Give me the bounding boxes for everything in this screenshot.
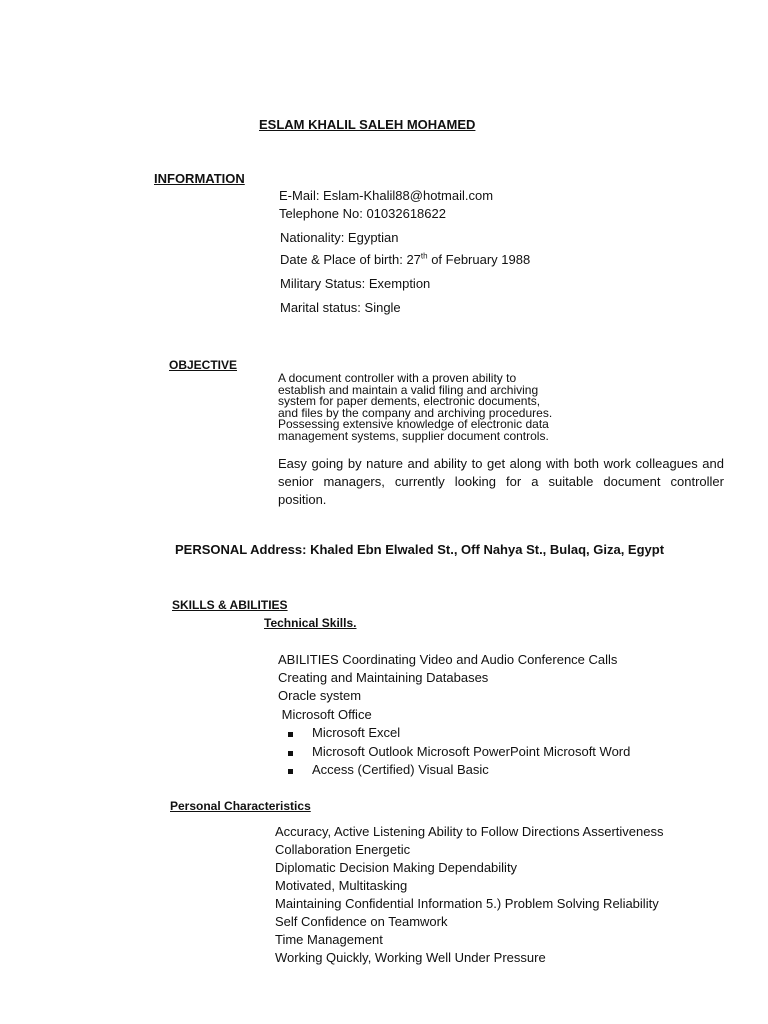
- personal-address: PERSONAL Address: Khaled Ebn Elwaled St., Off Nahya St., Bulaq, Giza, Egypt: [175, 542, 665, 557]
- characteristic-item: Motivated, Multitasking: [275, 878, 408, 893]
- skill-item: Oracle system: [278, 688, 362, 703]
- skill-item: ABILITIES Coordinating Video and Audio Conference Calls: [278, 652, 618, 667]
- skills-heading: SKILLS & ABILITIES: [172, 598, 288, 612]
- objective-line: Possessing extensive knowledge of electronic data: [278, 417, 549, 431]
- bullet-icon: [288, 769, 296, 775]
- skill-bullet-item: Microsoft Outlook Microsoft PowerPoint Microsoft Word: [312, 744, 631, 759]
- military-line: Military Status: Exemption: [280, 276, 431, 291]
- objective-line: establish and maintain a valid filing and archiving: [278, 382, 539, 397]
- bullet-icon: [288, 732, 296, 738]
- dob-line: [280, 252, 530, 267]
- marital-line: Marital status: Single: [280, 300, 401, 315]
- characteristic-item: Diplomatic Decision Making Dependability: [275, 860, 518, 875]
- skill-bullet-item: Access (Certified) Visual Basic: [312, 762, 489, 777]
- information-heading: INFORMATION: [154, 171, 245, 186]
- skill-item: Microsoft Office: [278, 707, 372, 722]
- objective-line: and files by the company and archiving procedures.: [278, 405, 553, 420]
- objective-summary: [278, 373, 552, 442]
- skill-bullet-item: Microsoft Excel: [312, 725, 401, 740]
- characteristic-item: Time Management: [275, 932, 383, 947]
- characteristic-item: Accuracy, Active Listening Ability to Follow Directions Assertiveness: [275, 824, 664, 839]
- objective-paragraph: Easy going by nature and ability to get along with both work colleagues and senior managers, currently looking for a suitable document controller position.: [278, 456, 724, 507]
- dob-prefix: Date & Place of birth: 27: [280, 252, 421, 267]
- characteristic-item: Maintaining Confidential Information 5.) Problem Solving Reliability: [275, 896, 659, 911]
- objective-line: system for paper dements, electronic documents,: [278, 394, 541, 408]
- characteristic-item: Collaboration Energetic: [275, 842, 411, 857]
- characteristic-item: Self Confidence on Teamwork: [275, 914, 448, 929]
- email-line: E-Mail: Eslam-Khalil88@hotmail.com: [279, 188, 494, 203]
- nationality-line: Nationality: Egyptian: [280, 230, 399, 245]
- name-heading: ESLAM KHALIL SALEH MOHAMED: [259, 117, 476, 132]
- technical-skills-subheading: Technical Skills.: [264, 616, 357, 630]
- skill-item: Creating and Maintaining Databases: [278, 670, 489, 685]
- personal-characteristics-heading: Personal Characteristics: [170, 799, 311, 813]
- telephone-line: Telephone No: 01032618622: [279, 206, 446, 221]
- objective-line: management systems, supplier document controls.: [278, 428, 549, 443]
- bullet-icon: [288, 751, 296, 757]
- objective-line: A document controller with a proven ability to: [278, 371, 517, 385]
- dob-suffix: of February 1988: [427, 252, 531, 267]
- objective-heading: OBJECTIVE: [169, 358, 238, 372]
- dob-sup: th: [420, 251, 428, 261]
- characteristic-item: Working Quickly, Working Well Under Pressure: [275, 950, 546, 965]
